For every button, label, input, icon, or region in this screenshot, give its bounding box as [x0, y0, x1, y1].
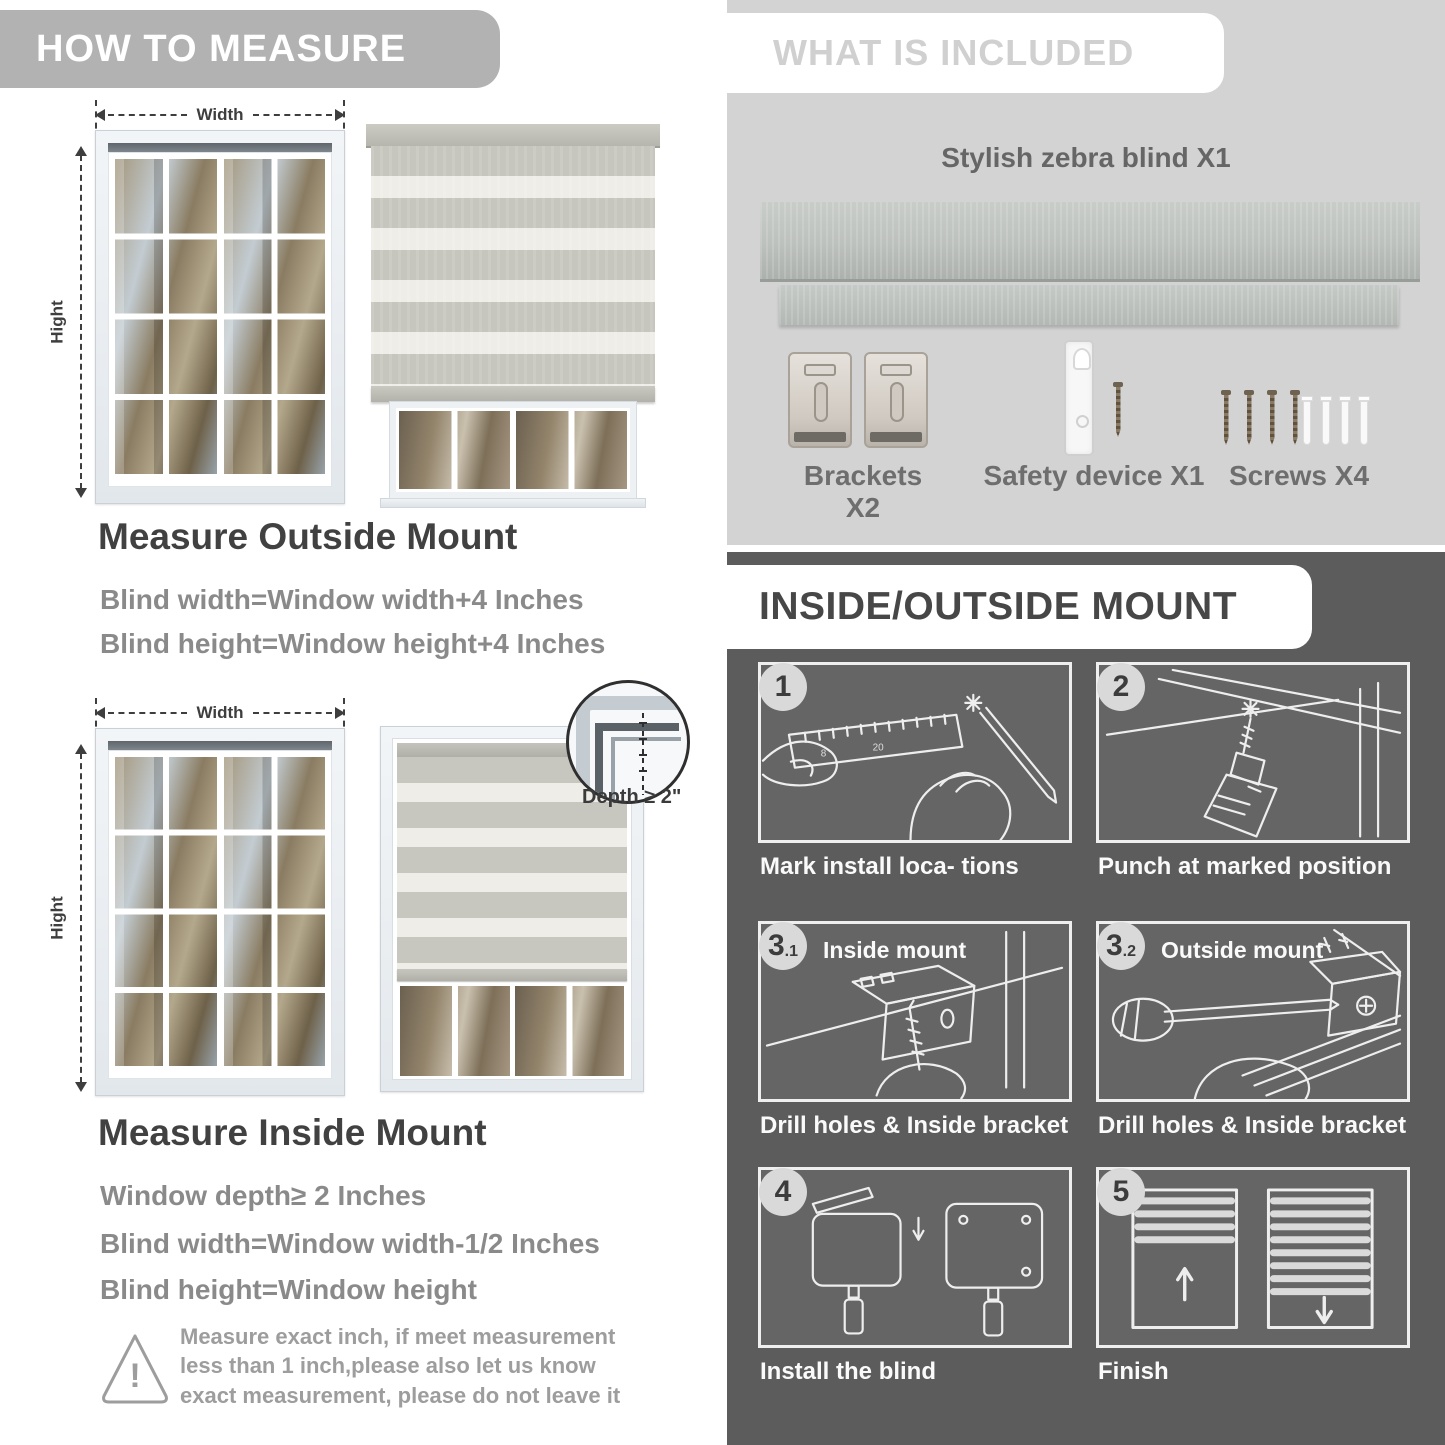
arrow-down-icon — [75, 1082, 87, 1092]
what-is-included-title: WHAT IS INCLUDED — [773, 32, 1135, 73]
outside-mount-rule-height: Blind height=Window height+4 Inches — [100, 628, 606, 659]
step-badge: 3 .2 — [1097, 922, 1145, 970]
blind-cassette — [366, 124, 660, 146]
window-glazing — [108, 152, 332, 487]
window-head-jamb — [108, 143, 332, 152]
bracket-slot — [814, 382, 828, 422]
step-badge: 1 — [759, 663, 807, 711]
step-tile-3-2 — [1096, 921, 1410, 1102]
screws-image — [1221, 390, 1300, 448]
step-caption-4: Install the blind — [760, 1358, 937, 1385]
bracket-tab — [880, 364, 912, 376]
window-sash — [224, 159, 326, 480]
width-dimension-outside — [95, 104, 345, 126]
step2-drill-art — [1099, 665, 1407, 840]
step-badge: 5 — [1097, 1168, 1145, 1216]
outside-mount-title: Measure Outside Mount — [98, 516, 518, 557]
depth-label: Depth ≥ 2" — [582, 786, 682, 808]
bracket-base — [794, 432, 846, 442]
safety-device-image — [1064, 340, 1094, 456]
product-label: Stylish zebra blind X1 — [941, 142, 1231, 173]
step-tile-5 — [1096, 1167, 1410, 1348]
screws-label: Screws X4 — [1228, 460, 1370, 491]
screw-image — [1267, 390, 1277, 448]
arrow-down-icon — [75, 488, 87, 498]
what-is-included-section — [727, 0, 1445, 545]
bracket-image — [788, 352, 852, 448]
step-caption-2: Punch at marked position — [1098, 853, 1392, 880]
outside-mount-overlay-label: Outside mount — [1161, 937, 1324, 963]
inside-mount-rule-width: Blind width=Window width-1/2 Inches — [100, 1228, 600, 1259]
anchor-image — [1320, 396, 1332, 446]
bracket-base — [870, 432, 922, 442]
svg-text:8: 8 — [820, 748, 827, 760]
brackets-label: Brackets X2 — [803, 460, 923, 523]
zebra-blind-illustration-outside — [366, 124, 660, 508]
screw-image — [1221, 390, 1231, 448]
step-caption-1: Mark install loca- tions — [760, 853, 1019, 880]
window-sash — [516, 411, 627, 489]
window-head-jamb — [108, 741, 332, 750]
width-label: Width — [196, 703, 244, 722]
arrow-left-icon — [95, 707, 105, 719]
window-sash — [515, 986, 625, 1076]
step1-measuring-art — [761, 665, 1069, 840]
window-illustration-inside — [95, 728, 345, 1096]
safety-device-label: Safety device X1 — [983, 460, 1205, 491]
mount-title: INSIDE/OUTSIDE MOUNT — [759, 585, 1238, 628]
arrow-right-icon — [335, 707, 345, 719]
step5-finish-art — [1099, 1170, 1407, 1345]
inside-mount-overlay-label: Inside mount — [823, 937, 967, 963]
mount-header — [727, 565, 1312, 649]
arrow-left-icon — [95, 109, 105, 121]
window-sash — [115, 159, 217, 480]
bracket-tab — [804, 364, 836, 376]
svg-text:20: 20 — [872, 742, 884, 754]
step-caption-3-2: Drill holes & Inside bracket — [1098, 1112, 1407, 1139]
window-illustration-outside — [95, 130, 345, 504]
window-sill — [380, 498, 646, 508]
blind-stripes — [371, 146, 655, 386]
window-glazing — [108, 750, 332, 1079]
inside-mount-rule-height: Blind height=Window height — [100, 1274, 477, 1305]
anchor-image — [1301, 396, 1313, 446]
bracket-image — [864, 352, 928, 448]
how-to-measure-title: HOW TO MEASURE — [36, 27, 407, 70]
inside-mount-rule-depth: Window depth≥ 2 Inches — [100, 1180, 427, 1211]
step-caption-3-1: Drill holes & Inside bracket — [760, 1112, 1069, 1139]
window-under-blind — [397, 983, 627, 1079]
screw-image — [1290, 390, 1300, 448]
how-to-measure-header — [0, 10, 500, 88]
blind-bottom-rail — [397, 969, 627, 981]
height-label: Hight — [47, 300, 67, 344]
width-dimension-inside — [95, 702, 345, 724]
height-label: Hight — [47, 896, 67, 940]
what-is-included-header — [727, 13, 1224, 93]
step4-install-art — [761, 1170, 1069, 1345]
blind-bottom-rail — [371, 386, 655, 402]
anchor-image — [1358, 396, 1370, 446]
inside-mount-title: Measure Inside Mount — [98, 1112, 487, 1153]
warning-exclamation: ! — [129, 1357, 141, 1395]
arrow-right-icon — [335, 109, 345, 121]
window-under-blind — [390, 402, 636, 498]
window-sash — [224, 757, 326, 1072]
outside-mount-rule-width: Blind width=Window width+4 Inches — [100, 584, 584, 615]
step-badge: 4 — [759, 1168, 807, 1216]
bracket-slot — [890, 382, 904, 422]
step-tile-3-1 — [758, 921, 1072, 1102]
blind-bottomrail-image — [779, 285, 1399, 325]
step-badge: 3 .1 — [759, 922, 807, 970]
window-corner-detail — [569, 683, 687, 801]
window-sash — [399, 411, 510, 489]
screw-image — [1244, 390, 1254, 448]
step-tile-4 — [758, 1167, 1072, 1348]
window-sash — [115, 757, 217, 1072]
anchors-image — [1301, 396, 1370, 446]
warning-triangle-icon — [100, 1330, 170, 1406]
step-caption-5: Finish — [1098, 1358, 1169, 1385]
step-badge: 2 — [1097, 663, 1145, 711]
blind-headrail-image — [760, 202, 1420, 282]
step-tile-1 — [758, 662, 1072, 843]
anchor-image — [1339, 396, 1351, 446]
warning-text: Measure exact inch, if meet measurement less than 1 inch,please also let us know exact measurement, please do not leave it — [180, 1324, 621, 1408]
screw-image — [1113, 382, 1123, 440]
width-label: Width — [196, 105, 244, 124]
window-sash — [400, 986, 510, 1076]
step-tile-2 — [1096, 662, 1410, 843]
